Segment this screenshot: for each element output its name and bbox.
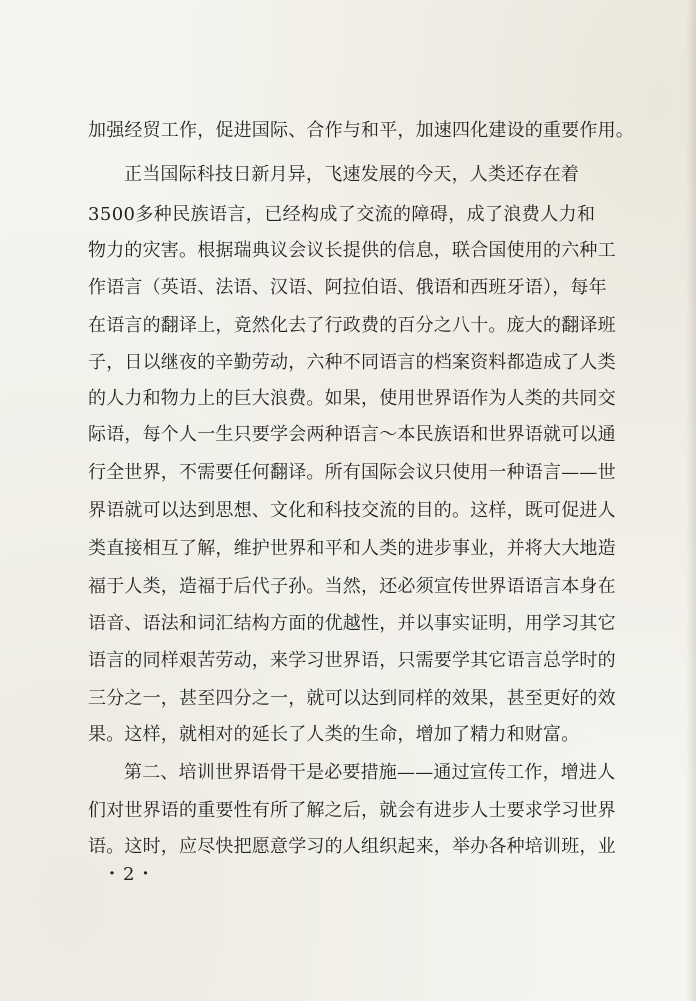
text-line-18: 第二、培训世界语骨干是必要措施——通过宣传工作，增进人	[124, 762, 616, 783]
text-line-1: 加强经贸工作，促进国际、合作与和平，加速四化建设的重要作用。	[88, 120, 634, 141]
text-line-6: 在语言的翻译上，竟然化去了行政费的百分之八十。庞大的翻译班	[88, 315, 616, 336]
text-line-3: 3500多种民族语言，已经构成了交流的障碍，成了浪费人力和	[88, 204, 596, 225]
text-line-16: 三分之一，甚至四分之一，就可以达到同样的效果，甚至更好的效	[88, 688, 616, 709]
text-line-5: 作语言（英语、法语、汉语、阿拉伯语、俄语和西班牙语），每年	[88, 277, 607, 298]
text-line-4: 物力的灾害。根据瑞典议会议长提供的信息，联合国使用的六种工	[88, 240, 616, 261]
text-line-19: 们对世界语的重要性有所了解之后，就会有进步人士要求学习世界	[88, 800, 616, 821]
text-line-2: 正当国际科技日新月异，飞速发展的今天，人类还存在着	[124, 164, 579, 185]
text-line-10: 行全世界，不需要任何翻译。所有国际会议只使用一种语言——世	[88, 462, 616, 483]
text-line-11: 界语就可以达到思想、文化和科技交流的目的。这样，既可促进人	[88, 500, 616, 521]
text-line-12: 类直接相互了解，维护世界和平和人类的进步事业，并将大大地造	[88, 538, 616, 559]
text-line-15: 语言的同样艰苦劳动，来学习世界语，只需要学其它语言总学时的	[88, 650, 616, 671]
text-line-17: 果。这样，就相对的延长了人类的生命，增加了精力和财富。	[88, 724, 580, 745]
text-line-9: 际语，每个人一生只要学会两种语言～本民族语和世界语就可以通	[88, 424, 616, 445]
text-line-14: 语音、语法和词汇结构方面的优越性，并以事实证明，用学习其它	[88, 613, 616, 634]
page-number: ・2・	[103, 864, 157, 885]
page-edge-shadow	[686, 0, 696, 1001]
text-line-7: 子，日以继夜的辛勤劳动，六种不同语言的档案资料都造成了人类	[88, 352, 616, 373]
text-line-8: 的人力和物力上的巨大浪费。如果，使用世界语作为人类的共同交	[88, 388, 616, 409]
text-line-20: 语。这时，应尽快把愿意学习的人组织起来，举办各种培训班，业	[88, 836, 616, 857]
text-line-13: 福于人类，造福于后代子孙。当然，还必须宣传世界语语言本身在	[88, 576, 616, 597]
